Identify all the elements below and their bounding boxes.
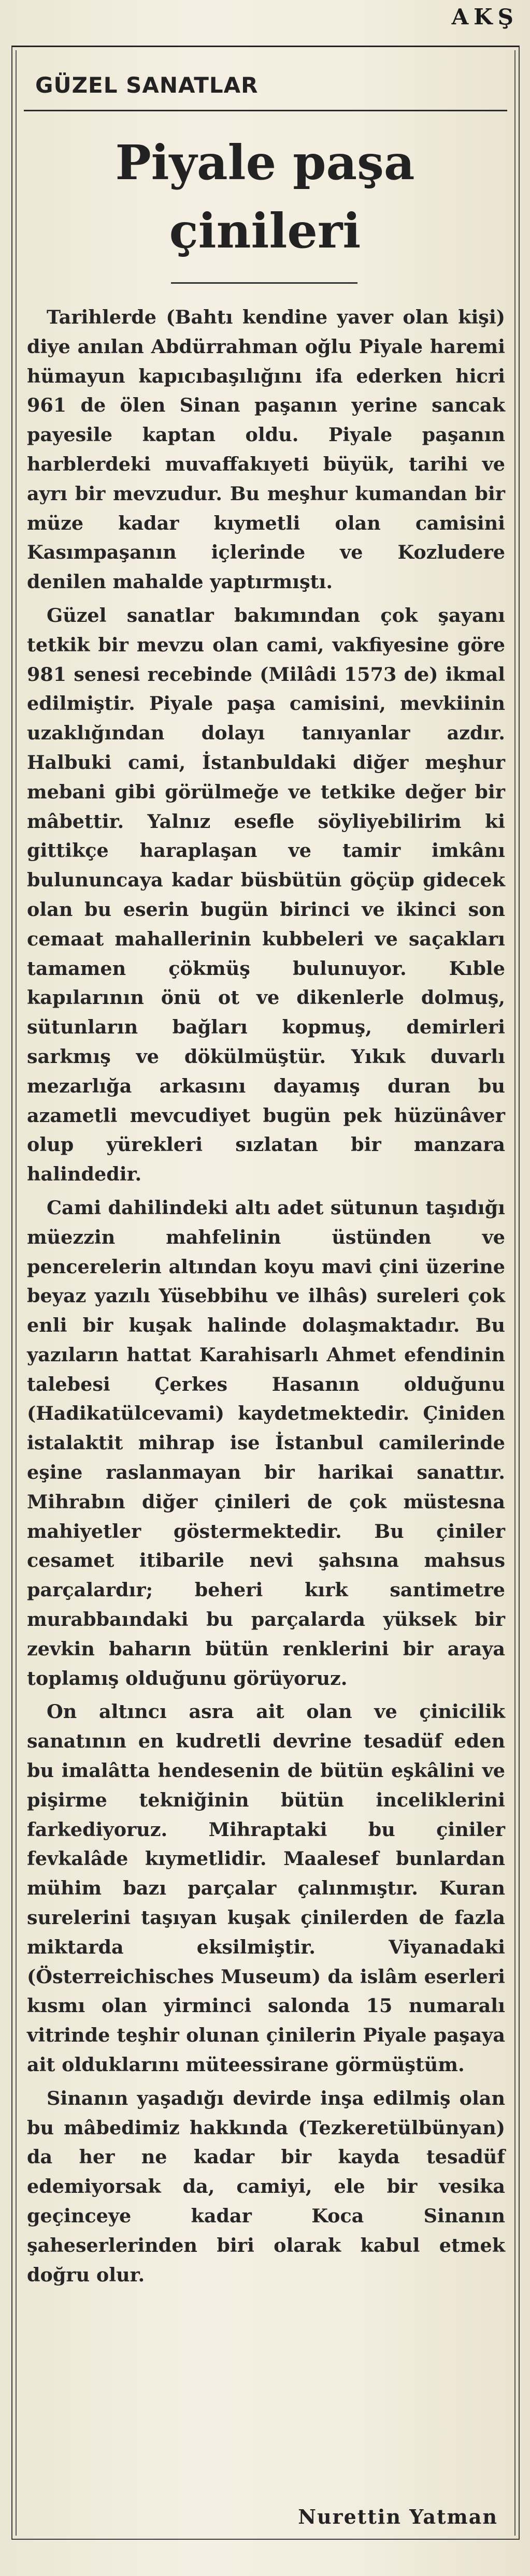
title-divider [171, 282, 357, 284]
article-paragraph: On altıncı asra ait olan ve çinicilik sanatının en kudretli devrine tesadüf eden bu imalâtta hendesenin de bütün eşkâlini ve pişirme tekniğinin bütün inceliklerini farkediyoruz. Mihraptaki bu çiniler fevkalâde kıymetlidir. Maalesef bunlardan mühim bazı parçalar çalınmıştır. Kuran surelerini taşıyan kuşak çinilerden de fazla miktarda eksilmiştir. Viyanadaki (Österreichisches Museum) da islâm eserleri kısmı olan yirminci salonda 15 numaralı vitrinde teşhir olunan çinilerin Piyale paşaya ait olduklarını müteessirane görmüştüm. [27, 1700, 505, 2076]
article-body [27, 303, 505, 2290]
article-paragraph: Cami dahilindeki altı adet sütunun taşıdığı müezzin mahfelinin üstünden ve pencerelerin altından koyu mavi çini üzerine beyaz yazılı Yüsebbihu ve ilhâs) sureleri çok enli bir kuşak halinde dolaşmaktadır. Bu yazıların hattat Karahisarlı Ahmet efendinin talebesi Çerkes Hasanın olduğunu (Hadikatülcevami) kaydetmektedir. Çiniden istalaktit mihrap ise İstanbul camilerinde eşine raslanmayan bir harikai sanattır. Mihrabın diğer çinileri de çok müstesna mahiyetler göstermektedir. Bu çiniler cesamet itibarile nevi şahsına mahsus parçalardır; beheri kırk santimetre murabbaındaki bu parçalarda yüksek bir zevkin baharın bütün renklerini bir araya toplamış olduğunu görüyoruz. [27, 1196, 505, 1690]
article-title [31, 128, 499, 265]
article-title-line-2: çinileri [169, 203, 361, 259]
author-signature: Nurettin Yatman [298, 2505, 498, 2528]
article-title-line-1: Piyale paşa [115, 135, 415, 191]
article-paragraph: Güzel sanatlar bakımından çok şayanı tetkik bir mevzu olan cami, vakfiyesine göre 981 senesi recebinde (Milâdi 1573 de) ikmal edilmiştir. Piyale paşa camisini, mevkiinin uzaklığından dolayı tanıyanlar azdır. Halbuki cami, İstanbuldaki diğer meşhur mebani gibi görülmeğe ve tetkike değer bir mâbettir. Yalnız esefle söyliyebilirim ki gittikçe haraplaşan ve tamir imkânı bulununcaya kadar büsbütün göçüp gidecek olan bu eserin bugün birinci ve ikinci son cemaat mahallerinin kubbeleri ve saçakları tamamen çökmüş bulunuyor. Kıble kapılarının önü ot ve dikenlerle dolmuş, sütunların bağları kopmuş, demirleri sarkmış ve dökülmüştür. Yıkık duvarlı mezarlığa arkasını dayamış duran bu azametli mevcudiyet bugün pek hüzünâver olup yürekleri sızlatan bir manzara halindedir. [27, 604, 505, 1186]
section-heading: GÜZEL SANATLAR [35, 72, 259, 98]
section-divider [24, 110, 507, 111]
article-paragraph: Sinanın yaşadığı devirde inşa edilmiş olan bu mâbedimiz hakkında (Tezkeretülbünyan) da her ne kadar bir kayda tesadüf edemiyorsak da, camiyi, ele bir vesika geçinceye kadar Koca Sinanın şaheserlerinden biri olarak kabul etmek doğru olur. [27, 2087, 505, 2286]
newspaper-masthead: AKŞ [451, 4, 519, 30]
article-paragraph: Tarihlerde (Bahtı kendine yaver olan kişi) diye anılan Abdürrahman oğlu Piyale haremi hümayun kapıcıbaşılığını ifa ederken hicri 961 de ölen Sinan paşanın yerine sancak payesile kaptan oldu. Piyale paşanın harblerdeki muvaffakıyeti büyük, tarihi ve ayrı bir mevzudur. Bu meşhur kumandan bir müze kadar kıymetli olan camisini Kasımpaşanın içlerinde ve Kozludere denilen mahalde yaptırmıştı. [27, 306, 505, 593]
